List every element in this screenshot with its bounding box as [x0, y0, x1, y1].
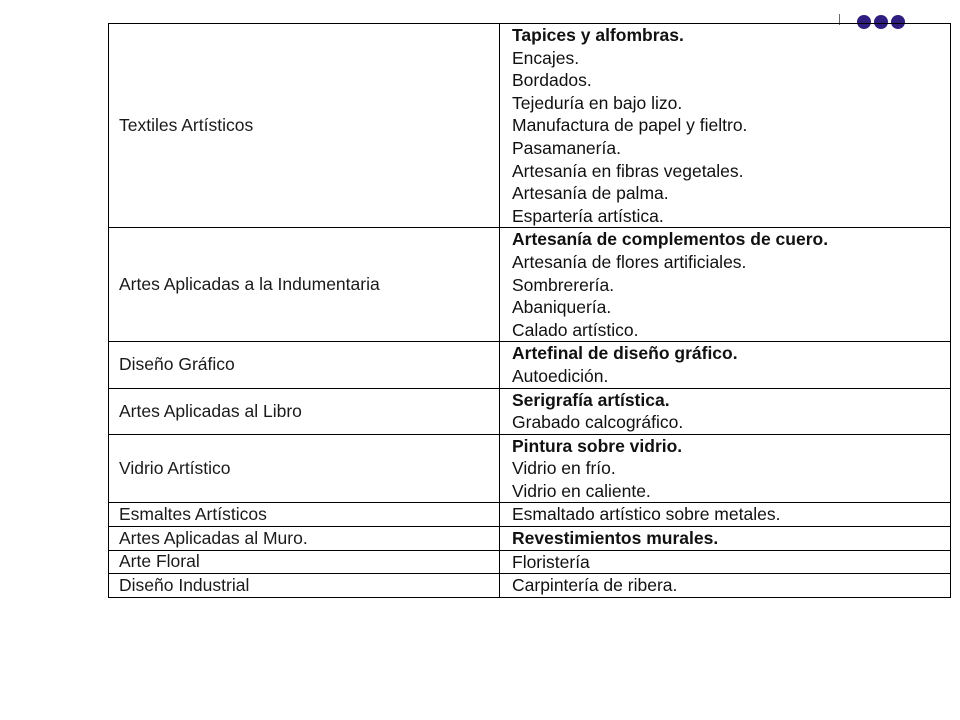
category-cell	[109, 388, 500, 434]
category-label: Textiles Artísticos	[119, 115, 254, 136]
item-text: Encajes.	[512, 47, 580, 68]
crafts-table-body	[109, 24, 951, 598]
category-cell	[109, 574, 500, 598]
items-cell	[500, 527, 951, 551]
category-label: Diseño Industrial	[119, 575, 250, 596]
category-label: Esmaltes Artísticos	[119, 504, 267, 525]
category-label: Diseño Gráfico	[119, 354, 235, 375]
item-text: Sombrerería.	[512, 274, 615, 295]
item-heading: Artefinal de diseño gráfico.	[512, 343, 738, 364]
table-row	[109, 342, 951, 388]
item-text: Autoedición.	[512, 365, 609, 386]
table-row	[109, 24, 951, 228]
table-row	[109, 527, 951, 551]
item-heading: Serigrafía artística.	[512, 389, 670, 410]
item-text: Grabado calcográfico.	[512, 412, 684, 433]
table-row	[109, 574, 951, 598]
table-row	[109, 228, 951, 342]
item-heading: Revestimientos murales.	[512, 528, 719, 549]
category-label: Vidrio Artístico	[119, 458, 231, 479]
category-label: Artes Aplicadas a la Indumentaria	[119, 274, 380, 295]
items-cell	[500, 388, 951, 434]
category-cell	[109, 550, 500, 574]
items-cell	[500, 550, 951, 574]
table-row	[109, 550, 951, 574]
item-text: Bordados.	[512, 70, 592, 91]
category-cell	[109, 342, 500, 388]
crafts-table	[108, 23, 951, 598]
table-row	[109, 503, 951, 527]
item-text: Artesanía de flores artificiales.	[512, 251, 747, 272]
items-cell	[500, 503, 951, 527]
category-label: Artes Aplicadas al Muro.	[119, 527, 308, 548]
item-heading: Pintura sobre vidrio.	[512, 435, 683, 456]
items-cell	[500, 434, 951, 503]
item-heading: Tapices y alfombras.	[512, 25, 684, 45]
item-text: Calado artístico.	[512, 319, 639, 340]
item-heading: Artesanía de complementos de cuero.	[512, 229, 829, 250]
item-text: Vidrio en frío.	[512, 458, 616, 479]
item-text: Artesanía en fibras vegetales.	[512, 160, 744, 181]
item-text: Carpintería de ribera.	[512, 575, 678, 596]
item-text: Abaniquería.	[512, 297, 612, 318]
item-text: Vidrio en caliente.	[512, 480, 651, 501]
item-text: Artesanía de palma.	[512, 183, 669, 204]
category-label: Arte Floral	[119, 551, 200, 572]
item-text: Pasamanería.	[512, 137, 621, 158]
category-cell	[109, 434, 500, 503]
item-text: Espartería artística.	[512, 205, 664, 226]
items-cell	[500, 574, 951, 598]
item-text: Manufactura de papel y fieltro.	[512, 115, 748, 136]
category-cell	[109, 527, 500, 551]
category-label: Artes Aplicadas al Libro	[119, 400, 302, 421]
items-cell	[500, 228, 951, 342]
items-cell	[500, 24, 951, 228]
category-cell	[109, 503, 500, 527]
item-text: Tejeduría en bajo lizo.	[512, 92, 683, 113]
item-text: Esmaltado artístico sobre metales.	[512, 504, 781, 525]
category-cell	[109, 24, 500, 228]
item-text: Floristería	[512, 551, 590, 572]
items-cell	[500, 342, 951, 388]
table-row	[109, 388, 951, 434]
category-cell	[109, 228, 500, 342]
table-row	[109, 434, 951, 503]
